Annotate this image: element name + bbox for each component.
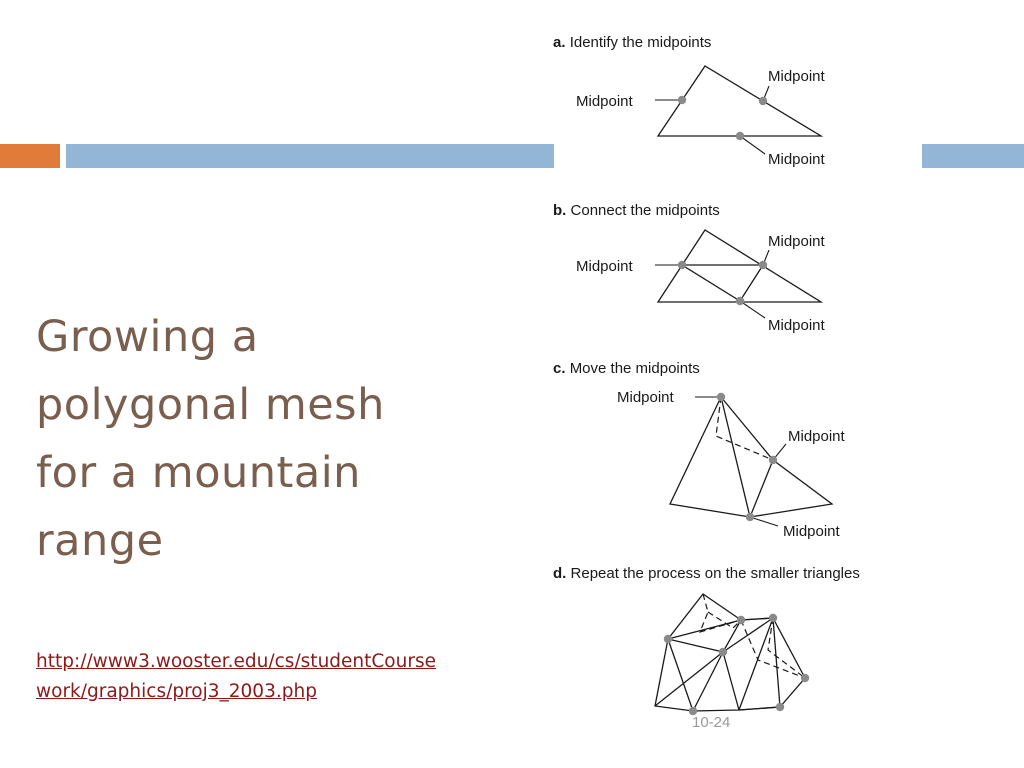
source-link-line: http://www3.wooster.edu/cs/studentCourse xyxy=(36,651,436,672)
panel-c-outline xyxy=(670,397,832,517)
title-line: range xyxy=(36,516,164,566)
source-link-line: work/graphics/proj3_2003.php xyxy=(36,681,317,702)
midpoint-dot xyxy=(717,393,725,401)
panel-d-edge xyxy=(723,652,739,710)
midpoint-dot xyxy=(664,635,672,643)
panel-a-caption: a. Identify the midpoints xyxy=(553,34,712,51)
panel-b-caption: b. Connect the midpoints xyxy=(553,202,720,219)
midpoint-dot xyxy=(759,97,767,105)
panel-b xyxy=(553,202,826,334)
midpoint-dot xyxy=(737,616,745,624)
midpoint-dot xyxy=(736,132,744,140)
panel-d-edge xyxy=(741,618,773,620)
midpoint-dot xyxy=(776,703,784,711)
midpoint-label: Midpoint xyxy=(783,523,840,540)
midpoint-dot xyxy=(746,513,754,521)
panel-d-dashed xyxy=(741,620,805,678)
midpoint-label: Midpoint xyxy=(576,258,633,275)
panel-c-caption: c. Move the midpoints xyxy=(553,360,700,377)
page-number: 10-24 xyxy=(692,714,731,731)
panel-c-edge xyxy=(750,460,773,517)
panel-d-edge xyxy=(773,618,780,707)
panel-d-edge xyxy=(668,639,723,652)
midpoint-label: Midpoint xyxy=(788,428,845,445)
midpoint-label: Midpoint xyxy=(768,68,825,85)
midpoint-label: Midpoint xyxy=(768,151,825,168)
midpoint-label: Midpoint xyxy=(768,233,825,250)
panel-c xyxy=(553,360,846,540)
panel-d-outline xyxy=(655,594,805,711)
panel-d-edge xyxy=(739,707,780,710)
leader-line xyxy=(750,517,778,526)
midpoint-dot xyxy=(801,674,809,682)
leader-line xyxy=(740,301,765,318)
panel-b-inner-triangle xyxy=(682,265,763,301)
midpoint-dot xyxy=(759,261,767,269)
leader-line xyxy=(740,136,765,154)
midpoint-label: Midpoint xyxy=(768,317,825,334)
panel-a xyxy=(553,34,826,168)
midpoint-dot xyxy=(769,614,777,622)
midpoint-label: Midpoint xyxy=(576,93,633,110)
midpoint-dot xyxy=(678,96,686,104)
panel-d-edge xyxy=(723,620,741,652)
panel-d-caption: d. Repeat the process on the smaller triangles xyxy=(553,565,860,582)
title-line: polygonal mesh xyxy=(36,380,385,430)
midpoint-dot xyxy=(769,456,777,464)
title-line: for a mountain xyxy=(36,448,361,498)
panel-d-edge xyxy=(668,639,693,711)
midpoint-dot xyxy=(678,261,686,269)
panel-d-edge xyxy=(693,652,723,711)
midpoint-dot xyxy=(719,648,727,656)
midpoint-label: Midpoint xyxy=(617,389,674,406)
panel-d xyxy=(553,565,860,715)
title-line: Growing a xyxy=(36,312,259,362)
midpoint-dot xyxy=(736,297,744,305)
panel-d-dashed xyxy=(708,612,741,628)
